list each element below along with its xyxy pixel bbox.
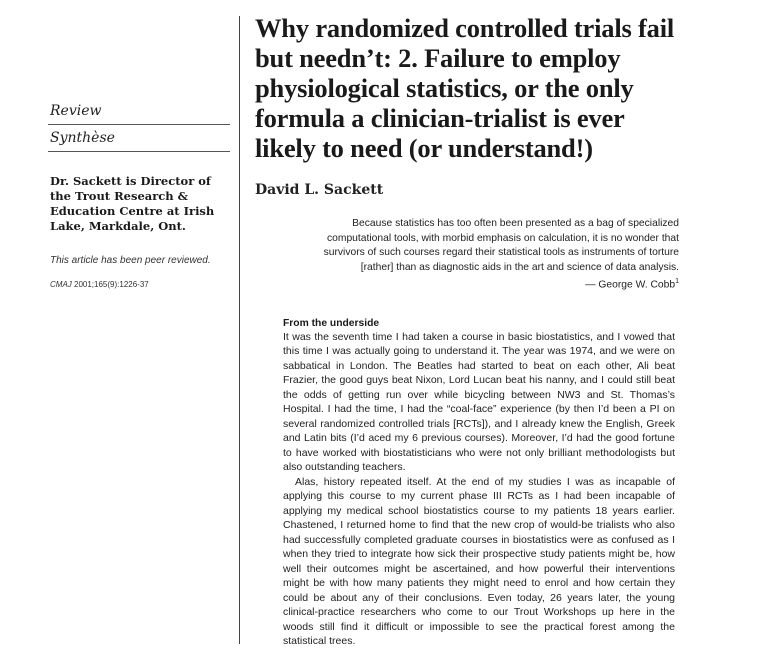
column-divider — [239, 16, 240, 644]
author-byline: David L. Sackett — [255, 182, 384, 198]
epigraph-quote: Because statistics has too often been presented as a bag of specialized computational tools, with morbid emphasis on calculation, it is no wonder that survivors of such courses regard their statistical tools as instruments of torture [rather] than as diagnostic aids in the art and science of data analysis. — [323, 218, 679, 273]
body-text — [283, 330, 675, 649]
section-heading: From the underside — [283, 317, 380, 329]
epigraph-attribution-line — [305, 275, 679, 293]
epigraph-reference: 1 — [675, 278, 679, 285]
epigraph-attribution: — George W. Cobb — [585, 279, 676, 291]
citation-journal: CMAJ — [50, 280, 72, 289]
paragraph: It was the seventh time I had taken a course in basic biostatistics, and I vowed that this time I was actually going to understand it. The year was 1974, and we were on sabbatical in London. The Beatles had started to beat on each other, Ali beat Frazier, the good guys beat Nixon, Lord Lucan beat his nanny, and I could still beat the odds of getting run over while bicycling between NW3 and St. Thomas’s Hospital. I had the time, I had the “coal-face” experience (by then I’d been a PI on several randomized controlled trials [RCTs]), and I already knew the English, Greek and Latin bits (I’d aced my 6 previous courses). Moreover, I’d had the good fortune to have worked with biostatisticians who were not only brilliant methodologists but also outstanding teachers. — [283, 330, 675, 474]
article-title: Why randomized controlled trials fail but needn’t: 2. Failure to employ physiological statistics, or the only formula a clinician-trialist is ever likely to need (or understand!) — [255, 13, 675, 163]
article — [255, 13, 685, 649]
peer-review-note: This article has been peer reviewed. — [50, 255, 211, 266]
author-affiliation: Dr. Sackett is Director of the Trout Research & Education Centre at Irish Lake, Markdale, Ont. — [50, 174, 215, 233]
section-label-french: Synthèse — [50, 130, 115, 146]
citation — [48, 279, 230, 290]
sidebar-divider — [48, 151, 230, 152]
section-label-english: Review — [50, 103, 102, 119]
sidebar — [48, 98, 230, 290]
citation-details: 2001;165(9):1226-37 — [71, 280, 149, 289]
epigraph — [305, 217, 679, 293]
paragraph: Alas, history repeated itself. At the end of my studies I was as incapable of applying this course to my current phase III RCTs as I had been incapable of applying my medical school biostatistics course to my patients 18 years earlier. Chastened, I returned home to find that the new crop of would-be trialists who also had successfully completed graduate courses in biostatistics were as confused as I when they tried to integrate how sick their prospective study patients might be, how well their outcomes might be ascertained, and how powerful their interventions might be with how many patients they might need to enrol and how certain they could be about any of their conclusions. Even today, 26 years later, the young clinical-practice researchers who come to our Trout Workshops up here in the woods still find it difficult or impossible to see the practical forest among the statistical trees. — [283, 475, 675, 648]
